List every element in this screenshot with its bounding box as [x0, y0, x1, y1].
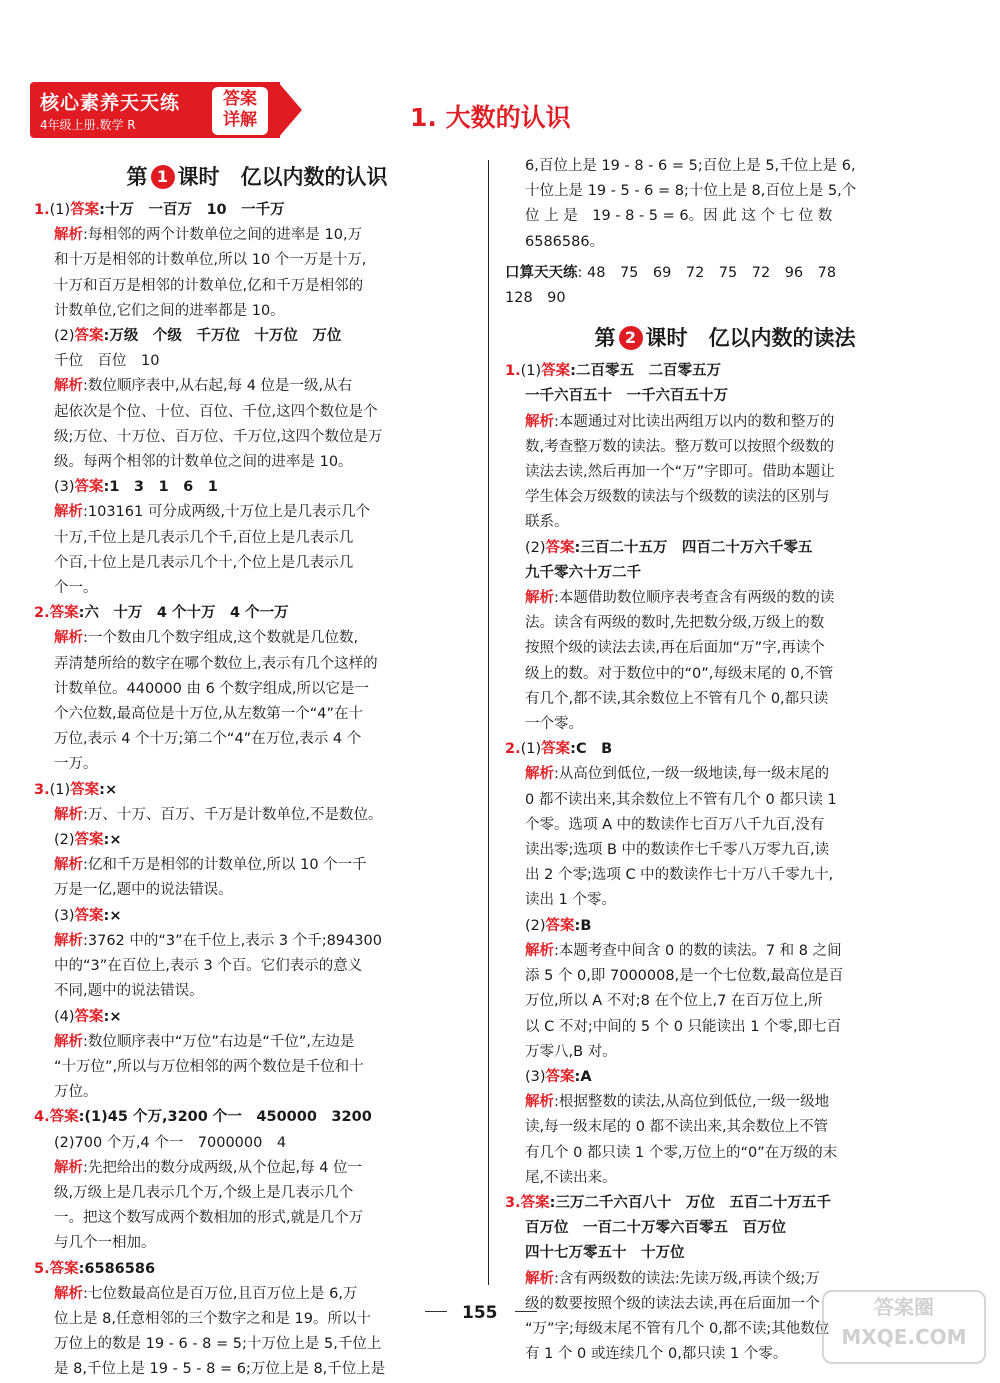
answer-label: 答案 [49, 1109, 79, 1126]
line-text: 级。每两个相邻的计数单位之间的进率是 10。 [54, 454, 353, 471]
question-number: 1. [34, 202, 50, 218]
banner-arrow [278, 82, 302, 138]
text-line [505, 662, 945, 687]
text-line [34, 425, 480, 450]
text-line [34, 752, 480, 777]
line-text: 以 C 不对;中间的 5 个 0 只能读出 1 个零,即七百 [525, 1018, 842, 1035]
text-line [34, 904, 480, 929]
question-number: 2. [505, 741, 521, 758]
right-column [505, 154, 945, 1367]
text-line [505, 586, 945, 611]
text-line [34, 979, 480, 1004]
analysis-label: 解析 [54, 378, 83, 395]
answer-text: :1 3 1 6 1 [103, 479, 218, 496]
line-text: 不同,题中的说法错误。 [54, 983, 204, 1000]
text-line [505, 762, 945, 787]
line-text: 千位 百位 10 [54, 353, 160, 370]
page-number-dash-right [515, 1311, 537, 1312]
analysis-label: 解析 [54, 806, 83, 823]
analysis-label: 解析 [54, 1285, 83, 1302]
question-number: 4. [34, 1109, 50, 1126]
text-line [505, 204, 945, 229]
text-line [34, 400, 480, 425]
text-line [505, 384, 945, 409]
text-line [505, 1141, 945, 1166]
analysis-text: :103161 可分成两级,十万位上是几表示几个 [83, 504, 370, 521]
mental-math-line [505, 261, 945, 286]
text-line [34, 626, 480, 651]
sub-question-number: (3) [54, 907, 75, 924]
text-line [34, 223, 480, 248]
text-line [505, 1015, 945, 1040]
text-line [505, 813, 945, 838]
text-line [34, 1206, 480, 1231]
text-line [505, 939, 945, 964]
answer-label: 答案 [541, 741, 571, 758]
text-line [505, 1166, 945, 1191]
text-line [34, 1257, 480, 1282]
text-line [505, 1040, 945, 1065]
text-line [34, 1332, 480, 1357]
sub-question-number: (3) [54, 479, 75, 496]
sub-question-number: (3) [525, 1068, 546, 1085]
analysis-text: :每相邻的两个计数单位之间的进率是 10,万 [83, 227, 363, 244]
text-line [505, 1241, 945, 1266]
line-text: 计数单位。440000 由 6 个数字组成,所以它是一 [54, 680, 370, 697]
answer-label: 答案 [545, 917, 575, 934]
analysis-text: :本题借助数位顺序表考查含有两级的数的读 [554, 590, 835, 607]
line-text: “万”字;每级末尾不管有几个 0,都不读;其他数位 [525, 1320, 830, 1337]
text-line [34, 727, 480, 752]
banner-subtitle: 4年级上册.数学 R [40, 118, 136, 132]
text-line [34, 1231, 480, 1256]
question-number: 5. [34, 1260, 50, 1277]
text-line [505, 914, 945, 939]
text-line [34, 1105, 480, 1130]
line-text: 6,百位上是 19 - 8 - 6 = 5;百位上是 5,千位上是 6, [525, 158, 856, 174]
text-line [505, 1191, 945, 1216]
text-line [34, 1030, 480, 1055]
text-line [505, 230, 945, 255]
line-text: 一千六百五十 一千六百五十万 [525, 388, 728, 405]
line-text: 和十万是相邻的计数单位,所以 10 个一万是十万, [54, 252, 367, 269]
line-text: 中的“3”在百位上,表示 3 个百。它们表示的意义 [54, 958, 363, 975]
line-text: 十位上是 19 - 5 - 6 = 8;十位上是 8,百位上是 5,个 [525, 183, 857, 200]
line-text: 十万,千位上是几表示几个千,百位上是几表示几 [54, 529, 354, 546]
text-line [34, 1005, 480, 1030]
text-line [505, 1090, 945, 1115]
line-text: 个零。选项 A 中的数读作七百万八千九百,没有 [525, 816, 825, 833]
answer-label: 答案 [49, 1260, 79, 1277]
text-line [34, 878, 480, 903]
text-line [34, 526, 480, 551]
text-line [505, 460, 945, 485]
answer-text: :× [103, 1008, 122, 1025]
text-line [34, 803, 480, 828]
analysis-text: :数位顺序表中,从右起,每 4 位是一级,从右 [83, 378, 353, 395]
line-text: 级,万级上是几表示几个万,个级上是几表示几个 [54, 1184, 354, 1201]
analysis-text: :七位数最高位是百万位,且百万位上是 6,万 [83, 1285, 358, 1302]
line-text: 位上是 8,任意相邻的三个数字之和是 19。所以十 [54, 1310, 372, 1327]
line-text: 有几个,都不读,其余数位上不管有几个 0,都只读 [525, 690, 829, 707]
line-text: 联系。 [525, 514, 569, 531]
line-text: 万位,表示 4 个十万;第二个“4”在万位,表示 4 个 [54, 731, 362, 748]
analysis-label: 解析 [54, 504, 83, 521]
text-line [34, 601, 480, 626]
line-text: 万是一亿,题中的说法错误。 [54, 882, 233, 899]
line-text: 有 1 个 0 或连续几个 0,都只读 1 个零。 [525, 1346, 788, 1363]
text-line [34, 702, 480, 727]
text-line [505, 485, 945, 510]
answer-label: 答案 [70, 781, 100, 798]
answer-text: :× [103, 907, 122, 924]
text-line [34, 929, 480, 954]
analysis-label: 解析 [525, 766, 554, 783]
left-answer-lines [34, 198, 480, 1383]
text-line [34, 349, 480, 374]
answer-text: :(1)45 个万,3200 个一 450000 3200 [78, 1109, 372, 1126]
lesson-number-badge: 1 [151, 165, 175, 189]
text-line [34, 475, 480, 500]
text-line [505, 154, 945, 179]
answer-text: :万级 个级 千万位 十万位 万位 [103, 328, 342, 345]
text-line [34, 1156, 480, 1181]
question-number: 3. [505, 1194, 521, 1211]
analysis-text: :含有两级数的读法:先读万级,再读个级;万 [554, 1270, 820, 1287]
analysis-label: 解析 [525, 413, 554, 430]
sub-question-number: (2) [54, 328, 75, 345]
column-divider [488, 160, 489, 1285]
line-text: 万位上的数是 19 - 6 - 8 = 5;十万位上是 5,千位上 [54, 1336, 382, 1353]
text-line [34, 1131, 480, 1156]
badge-line-2: 详解 [223, 110, 257, 130]
line-text: 一。把这个数写成两个数相加的形式,就是几个万 [54, 1210, 364, 1227]
answer-label: 答案 [74, 832, 104, 849]
analysis-label: 解析 [54, 1159, 83, 1176]
line-text: 学生体会万级数的读法与个级数的读法的区别与 [525, 489, 830, 506]
text-line [505, 737, 945, 762]
analysis-text: :根据整数的读法,从高位到低位,一级一级地 [554, 1094, 830, 1111]
line-text: 级的数要按照个级的读法去读,再在后面加一个 [525, 1295, 820, 1312]
right-answer-lines [505, 359, 945, 1367]
line-text: 数,考查整万数的读法。整万数可以按照个级数的 [525, 438, 835, 455]
analysis-label: 解析 [525, 1094, 554, 1111]
question-number: 2. [34, 605, 50, 622]
line-text: 按照个级的读法去读,再在后面加“万”字,再读个 [525, 640, 825, 657]
analysis-label: 解析 [525, 942, 554, 959]
sub-question-number: (1) [520, 741, 542, 758]
watermark-line-1: 答案圈 [874, 1295, 934, 1319]
analysis-label: 解析 [525, 590, 554, 607]
lesson-prefix: 第 [126, 165, 148, 189]
mental-math-label: 口算天天练 [505, 264, 578, 281]
banner-title: 核心素养天天练 [40, 92, 181, 114]
text-line [505, 1115, 945, 1140]
text-line [505, 989, 945, 1014]
text-line [505, 636, 945, 661]
answer-label: 答案 [49, 605, 79, 622]
sub-question-number: (1) [49, 202, 71, 218]
line-text: 0 都不读出来,其余数位上不管有几个 0 都只读 1 [525, 791, 837, 808]
question-number: 3. [34, 781, 50, 798]
analysis-text: :先把给出的数分成两级,从个位起,每 4 位一 [83, 1159, 363, 1176]
line-text: 弄清楚所给的数字在哪个数位上,表示有几个这样的 [54, 655, 378, 672]
left-column [34, 158, 480, 1383]
sub-question-number: (2) [525, 917, 546, 934]
analysis-label: 解析 [54, 630, 83, 647]
text-line [505, 179, 945, 204]
line-text: (2)700 个万,4 个一 7000000 4 [54, 1134, 287, 1151]
text-line [505, 1267, 945, 1292]
text-line [34, 1181, 480, 1206]
text-line [34, 274, 480, 299]
line-text: 万零八,B 对。 [525, 1043, 617, 1060]
text-line [505, 611, 945, 636]
question-number: 1. [505, 363, 521, 380]
line-text: 一个零。 [525, 716, 583, 733]
analysis-text: :一个数由几个数字组成,这个数就是几位数, [83, 630, 359, 647]
lesson-prefix: 第 [594, 326, 616, 351]
analysis-label: 解析 [54, 932, 83, 949]
line-text: 出 2 个零;选项 C 中的数读作七十万八千零九十, [525, 867, 834, 884]
sub-question-number: (1) [520, 363, 542, 380]
answer-text: :六 十万 4 个十万 4 个一万 [78, 605, 289, 622]
line-text: 级;万位、十万位、百万位、千万位,这四个数位是万 [54, 428, 383, 445]
line-text: 6586586。 [525, 233, 605, 250]
line-text: 位 上 是 19 - 8 - 5 = 6。因 此 这 个 七 位 数 [525, 208, 833, 225]
mental-math-line-2 [505, 286, 945, 311]
sub-question-number: (2) [54, 832, 75, 849]
analysis-text: :3762 中的“3”在千位上,表示 3 个千;894300 [83, 932, 382, 949]
line-text: 法。读含有两级的数时,先把数分级,万级上的数 [525, 615, 825, 632]
mental-math-values-2: 128 90 [505, 290, 566, 307]
text-line [34, 576, 480, 601]
line-text: 添 5 个 0,即 7000008,是一个七位数,最高位是百 [525, 968, 844, 985]
lesson-2-title [505, 319, 945, 357]
line-text: 读法去读,然后再加一个“万”字即可。借助本题让 [525, 464, 835, 481]
text-line [34, 954, 480, 979]
line-text: 与几个一相加。 [54, 1235, 156, 1252]
text-line [34, 299, 480, 324]
text-line [34, 1307, 480, 1332]
text-line [34, 374, 480, 399]
watermark-line-2: MXQE.COM [841, 1325, 967, 1349]
text-line [505, 359, 945, 384]
line-text: 起依次是个位、十位、百位、千位,这四个数位是个 [54, 403, 378, 420]
text-line [505, 561, 945, 586]
line-text: 尾,不读出来。 [525, 1169, 617, 1186]
answer-label: 答案 [520, 1194, 550, 1211]
text-line [505, 712, 945, 737]
answer-text: :A [574, 1068, 592, 1085]
line-text: 个百,十位上是几表示几个十,个位上是几表示几 [54, 554, 354, 571]
analysis-text: :万、十万、百万、千万是计数单位,不是数位。 [83, 806, 383, 823]
text-line [505, 687, 945, 712]
analysis-text: :本题考查中间含 0 的数的读法。7 和 8 之间 [554, 942, 842, 959]
text-line [34, 1055, 480, 1080]
line-text: 读出零;选项 B 中的数读作七千零八万零九百,读 [525, 842, 830, 859]
answer-label: 答案 [545, 539, 575, 556]
line-text: 是 8,千位上是 19 - 5 - 8 = 6;万位上是 8,千位上是 [54, 1361, 386, 1378]
line-text: 九千零六十万二千 [525, 564, 641, 581]
text-line [34, 500, 480, 525]
text-line [505, 510, 945, 535]
lesson-number-badge: 2 [619, 326, 643, 350]
answer-text: :三百二十五万 四百二十万六千零五 [574, 539, 813, 556]
line-text: 一万。 [54, 756, 98, 773]
line-text: 四十七万零五十 十万位 [525, 1245, 685, 1262]
answer-text: :C B [570, 741, 613, 758]
answer-detail-badge [212, 87, 268, 135]
text-line [505, 863, 945, 888]
text-line [34, 324, 480, 349]
text-line [34, 677, 480, 702]
sub-question-number: (2) [525, 539, 546, 556]
watermark [822, 1290, 986, 1364]
badge-line-1: 答案 [223, 89, 257, 109]
answer-label: 答案 [74, 328, 104, 345]
line-text: 十万和百万是相邻的计数单位,亿和千万是相邻的 [54, 277, 364, 294]
answer-text: :十万 一百万 10 一千万 [99, 202, 285, 218]
text-line [34, 828, 480, 853]
analysis-label: 解析 [525, 1270, 554, 1287]
sub-question-number: (1) [49, 781, 71, 798]
answer-label: 答案 [74, 907, 104, 924]
text-line [505, 536, 945, 561]
text-line [505, 888, 945, 913]
line-text: 个六位数,最高位是十万位,从左数第一个“4”在十 [54, 706, 363, 723]
text-line [505, 788, 945, 813]
mental-math-values: : 48 75 69 72 75 72 96 78 [577, 264, 837, 281]
lesson-suffix: 课时 亿以内数的读法 [645, 326, 856, 351]
lesson-1-title [34, 158, 480, 196]
answer-label: 答案 [74, 479, 104, 496]
line-text: 级上的数。对于数位中的“0”,每级末尾的 0,不管 [525, 665, 834, 682]
text-line [34, 853, 480, 878]
text-line [34, 198, 480, 223]
right-continued-lines [505, 154, 945, 255]
lesson-suffix: 课时 亿以内数的认识 [177, 165, 388, 189]
sub-question-number: (4) [54, 1008, 75, 1025]
text-line [34, 778, 480, 803]
line-text: “十万位”,所以与万位相邻的两个数位是千位和十 [54, 1058, 364, 1075]
analysis-text: :本题通过对比读出两组万以内的数和整万的 [554, 413, 835, 430]
answer-text: :× [103, 832, 122, 849]
text-line [34, 1282, 480, 1307]
text-line [505, 410, 945, 435]
analysis-label: 解析 [54, 227, 83, 244]
line-text: 万位。 [54, 1084, 98, 1101]
text-line [505, 838, 945, 863]
text-line [34, 248, 480, 273]
text-line [34, 1080, 480, 1105]
answer-text: :三万二千六百八十 万位 五百二十万五千 [549, 1194, 831, 1211]
line-text: 读,每一级末尾的 0 都不读出来,其余数位上不管 [525, 1119, 829, 1136]
analysis-text: :亿和千万是相邻的计数单位,所以 10 个一千 [83, 857, 367, 874]
answer-label: 答案 [70, 202, 100, 218]
text-line [34, 1357, 480, 1382]
line-text: 百万位 一百二十万零六百零五 百万位 [525, 1220, 786, 1237]
analysis-label: 解析 [54, 857, 83, 874]
analysis-text: :从高位到低位,一级一级地读,每一级末尾的 [554, 766, 830, 783]
line-text: 个一。 [54, 580, 98, 597]
answer-label: 答案 [541, 363, 571, 380]
analysis-text: :数位顺序表中“万位”右边是“千位”,左边是 [83, 1033, 355, 1050]
answer-text: :二百零五 二百零五万 [570, 363, 721, 380]
answer-text: :× [99, 781, 118, 798]
line-text: 计数单位,它们之间的进率都是 10。 [54, 302, 285, 319]
answer-label: 答案 [74, 1008, 104, 1025]
text-line [34, 652, 480, 677]
page-number: 155 [462, 1303, 498, 1323]
answer-label: 答案 [545, 1068, 575, 1085]
analysis-label: 解析 [54, 1033, 83, 1050]
line-text: 万位,所以 A 不对;8 在个位上,7 在百万位上,所 [525, 993, 823, 1010]
page-title: 1. 大数的认识 [410, 103, 571, 132]
answer-text: :B [574, 917, 592, 934]
text-line [34, 450, 480, 475]
text-line [505, 435, 945, 460]
line-text: 有几个 0 都只读 1 个零,万位上的“0”在万级的末 [525, 1144, 838, 1161]
text-line [505, 964, 945, 989]
text-line [505, 1216, 945, 1241]
page-number-dash-left [425, 1311, 447, 1312]
answer-text: :6586586 [78, 1260, 156, 1277]
line-text: 读出 1 个零。 [525, 892, 616, 909]
text-line [505, 1065, 945, 1090]
text-line [34, 551, 480, 576]
